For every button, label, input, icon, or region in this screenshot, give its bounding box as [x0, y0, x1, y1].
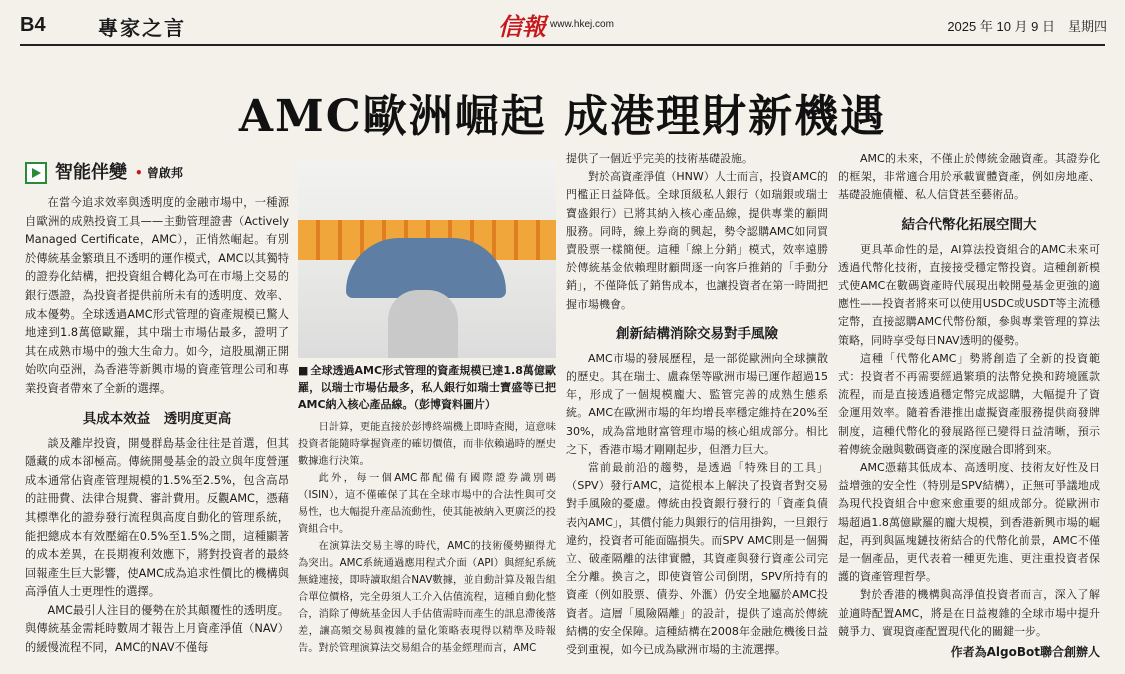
column-4 — [838, 150, 1100, 661]
column-1 — [25, 160, 289, 658]
paragraph: 對於香港的機構與高淨值投資者而言，深入了解並適時配置AMC，將是在日益複雜的全球市場中提升競爭力、實現資產配置現代化的關鍵一步。 — [838, 588, 1100, 638]
paragraph: 當前最前沿的趨勢，是透過「特殊目的工具」（SPV）發行AMC，這從根本上解決了投資者對交易對手風險的憂慮。傳統由投資銀行發行的「資產負債表內AMC」，其償付能力與銀行的信用掛鈎，一旦銀行違約，投資者可能面臨損失。而SPV AMC則是一個獨立、破產隔離的法律實體，其資產與發行資產公司完全分離。換言之，即使資管公司倒閉，SPV所持有的資產（例如股票、債券、外滙）仍安全地屬於AMC投資者。這層「風險隔離」的設計，提供了遠高於傳統結構的安全保障。這種結構在2008年金融危機後日益受到重視，如今已成為歐洲市場的主流選擇。 — [566, 461, 828, 657]
page-number: B4 — [20, 14, 46, 36]
author-name: • 曾啟邦 — [135, 164, 183, 183]
subheading: 結合代幣化拓展空間大 — [901, 216, 1037, 233]
header-rule — [20, 44, 1105, 46]
masthead — [498, 8, 614, 40]
paragraph: 更具革命性的是，AI算法投資組合的AMC未來可透過代幣化技術，直接接受穩定幣投資。這種創新模式使AMC在數碼資產時代展現出較開曼基金更強的適應性——投資者將來可以使用USDC或USDT等主流穩定幣，直接認購AMC代幣份額，參與專業管理的算法策略，同時享受每日NAV透明的優勢。 — [838, 242, 1100, 347]
paragraph: AMC最引人注目的優勢在於其顛覆性的透明度。與傳統基金需耗時數周才報告上月資產淨值（NAV）的緩慢流程不同，AMC的NAV不僅每 — [25, 603, 289, 655]
play-icon — [25, 162, 47, 184]
column-2 — [298, 160, 556, 657]
page-header — [0, 0, 1125, 48]
article-photo — [298, 160, 556, 358]
photo-person — [388, 290, 458, 358]
paragraph: AMC市場的發展歷程，是一部從歐洲向全球擴散的歷史。其在瑞士、盧森堡等歐洲市場已運作超過15年，形成了一個規模龐大、監管完善的成熟生態系統。AMC在歐洲市場的年均增長率穩定維持在20%至30%，成為當地財富管理市場的核心組成部分。相比之下，香港市場才剛剛起步，但潛力巨大。 — [566, 351, 828, 456]
paragraph: 這種「代幣化AMC」勢將創造了全新的投資範式：投資者不再需要經過繁瑣的法幣兌換和跨境匯款流程，而是直接透過穩定幣完成認購，大幅提升了資金運用效率。隨着香港推出虛擬資產服務提供商發牌制度，這種代幣化的發展路徑已變得日益清晰，預示着傳統金融與數碼資產的深度融合即將到來。 — [838, 351, 1100, 456]
paragraph: AMC憑藉其低成本、高透明度、技術友好性及日益增強的安全性（特別是SPV結構），正無可爭議地成為現代投資組合中愈來愈重要的組成部分。從歐洲市場超過1.8萬億歐羅的龐大規模，到香港新興市場的崛起，再到與區塊鏈技術結合的代幣化前景，AMC不僅是一個產品，更代表着一種更先進、更注重投資者保護的資產管理哲學。 — [838, 461, 1100, 584]
masthead-url: www.hkej.com — [550, 18, 614, 30]
masthead-logo: 信報 — [498, 11, 546, 41]
paragraph: 在當今追求效率與透明度的金融市場中，一種源自歐洲的成熟投資工具——主動管理證書（Actively Managed Certificate，AMC），正悄然崛起。有別於傳統基金繁瑣且不透明的運作模式，AMC以其獨特的證券化結構，把投資組合轉化為可在市場上交易的銀行憑證，為投資者提供前所未有的透明度、效率、成本優勢。全球透過AMC形式管理的資產規模已驚人地達到1.8萬億歐羅，其中瑞士市場佔最多，證明了其在成熟市場中的強大生命力。如今，這股風潮正開始吹向亞洲，為香港等新興市場的資產管理公司和專業投資者帶來了全新的選擇。 — [25, 196, 289, 395]
paragraph: AMC的未來，不僅止於傳統金融資產。其證券化的框架，非常適合用於承載實體資產，例如房地產、基礎設施債權、私人信貸甚至藝術品。 — [838, 152, 1100, 202]
author-byline: 作者為AlgoBot聯合創辦人 — [950, 645, 1100, 660]
column-title: 智能伴變 — [55, 161, 127, 183]
article-headline: AMC歐洲崛起 成港理財新機遇 — [238, 91, 887, 142]
paragraph: 日計算，更能直接於彭博終端機上即時查閱，這意味投資者能隨時掌握資產的確切價值，而非依賴過時的歷史數據進行決策。 — [298, 421, 556, 467]
column-3 — [566, 150, 828, 659]
subheading: 創新結構消除交易對手風險 — [616, 325, 778, 342]
subheading: 具成本效益 透明度更高 — [82, 410, 232, 427]
issue-date: 2025 年 10 月 9 日 星期四 — [947, 19, 1107, 34]
paragraph: 對於高資產淨值（HNW）人士而言，投資AMC的門檻正日益降低。全球頂級私人銀行（如瑞銀或瑞士寶盛銀行）已將其納入核心產品線，提供專業的顧問服務。同時，線上券商的興起，勢令認購AMC如同買賣股票一樣簡便。這種「線上分銷」模式，效率遠勝於傳統基金依賴理財顧問逐一向客戶推銷的「手動分銷」，不僅降低了銷售成本，也讓投資者在第一時間把握市場機會。 — [566, 170, 828, 311]
column-label — [25, 160, 289, 186]
paragraph: 在演算法交易主導的時代，AMC的技術優勢顯得尤為突出。AMC系統通過應用程式介面（API）與經紀系統無縫連接，即時讀取組合NAV數據，並自動計算及報告組合單位價格，完全毋須人工介入估值流程，這種自動化整合，消除了傳統基金因人手估值需時而產生的訊息滯後落差，讓高頻交易與複雜的量化策略表現得以精準及時報告。對於管理演算法交易組合的基金經理而言，AMC — [298, 540, 556, 654]
section-name: 專家之言 — [98, 16, 186, 40]
photo-umbrella — [346, 238, 506, 298]
photo-caption: ■ 全球透過AMC形式管理的資產規模已達1.8萬億歐羅，以瑞士市場佔最多，私人銀行如瑞士寶盛等已把AMC納入核心產品線。（彭博資料圖片） — [298, 362, 556, 413]
paragraph: 此外，每一個AMC都配備有國際證券識別碼（ISIN），這不僅確保了其在全球市場中的合法性與可交易性，也大幅提升產品流動性，使其能被納入更廣泛的投資組合中。 — [298, 472, 556, 535]
paragraph: 提供了一個近乎完美的技術基礎設施。 — [566, 152, 753, 165]
paragraph: 談及離岸投資，開曼群島基金往往是首選，但其隱藏的成本卻極高。傳統開曼基金的設立與年度營運成本通常佔資產管理規模的1.5%至2.5%，包含高昂的註冊費、法律合規費、審計費用。反觀AMC，憑藉其標準化的證券發行流程與高度自動化的管理系統，能把總成本有效壓縮在0.5%至1.5%之間，這種顯著的成本差異，在長期複利效應下，將對投資者的最終回報產生巨大影響，使AMC成為追求性價比的機構與高淨值人士更理性的選擇。 — [25, 436, 289, 599]
